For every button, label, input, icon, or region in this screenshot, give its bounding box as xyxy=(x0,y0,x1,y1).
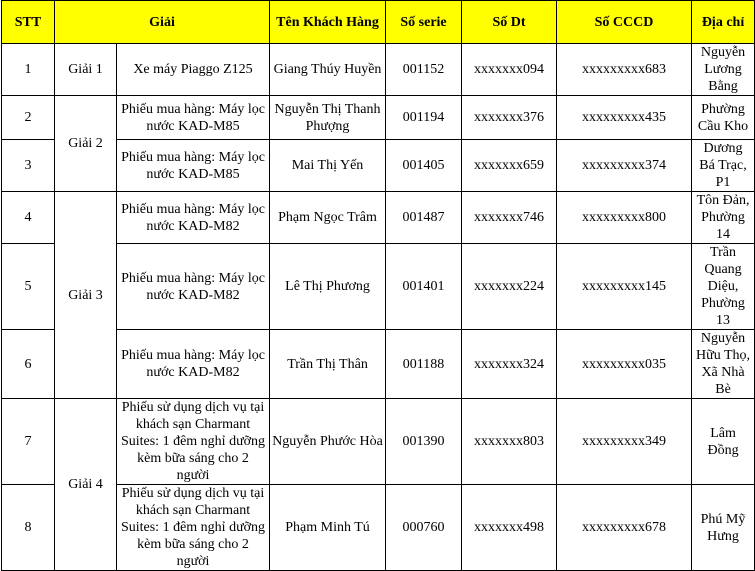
prize-description: Phiếu mua hàng: Máy lọc nước KAD-M85 xyxy=(117,140,270,192)
customer-name: Nguyễn Phước Hòa xyxy=(270,399,386,485)
prize-description: Phiếu sử dụng dịch vụ tại khách sạn Charmant Suites: 1 đêm nghỉ dưỡng kèm bữa sáng cho 2 người xyxy=(117,485,270,571)
row-stt: 7 xyxy=(2,399,55,485)
address: Trần Quang Diệu, Phường 13 xyxy=(692,244,755,330)
prize-description: Phiếu mua hàng: Máy lọc nước KAD-M82 xyxy=(117,192,270,244)
table-row xyxy=(2,96,755,140)
customer-name: Nguyễn Thị Thanh Phượng xyxy=(270,96,386,140)
row-stt: 8 xyxy=(2,485,55,571)
address: Phú Mỹ Hưng xyxy=(692,485,755,571)
prize-group: Giải 2 xyxy=(55,96,117,192)
serial-number: 001194 xyxy=(386,96,462,140)
prize-description: Phiếu mua hàng: Máy lọc nước KAD-M82 xyxy=(117,330,270,399)
header-giai: Giải xyxy=(55,1,270,44)
serial-number: 001487 xyxy=(386,192,462,244)
address: Nguyễn Hữu Thọ, Xã Nhà Bè xyxy=(692,330,755,399)
serial-number: 001405 xyxy=(386,140,462,192)
prize-description: Phiếu sử dụng dịch vụ tại khách sạn Charmant Suites: 1 đêm nghỉ dưỡng kèm bữa sáng cho 2 người xyxy=(117,399,270,485)
id-number: xxxxxxxxx435 xyxy=(557,96,692,140)
id-number: xxxxxxxxx800 xyxy=(557,192,692,244)
customer-name: Phạm Minh Tú xyxy=(270,485,386,571)
serial-number: 001390 xyxy=(386,399,462,485)
header-row xyxy=(2,1,755,44)
header-diachi: Địa chỉ xyxy=(692,1,755,44)
id-number: xxxxxxxxx374 xyxy=(557,140,692,192)
phone-number: xxxxxxx094 xyxy=(462,44,557,96)
address: Lâm Đồng xyxy=(692,399,755,485)
customer-name: Lê Thị Phương xyxy=(270,244,386,330)
row-stt: 6 xyxy=(2,330,55,399)
prize-description: Xe máy Piaggo Z125 xyxy=(117,44,270,96)
customer-name: Phạm Ngọc Trâm xyxy=(270,192,386,244)
prize-description: Phiếu mua hàng: Máy lọc nước KAD-M85 xyxy=(117,96,270,140)
phone-number: xxxxxxx746 xyxy=(462,192,557,244)
header-stt: STT xyxy=(2,1,55,44)
prize-group: Giải 3 xyxy=(55,192,117,399)
header-serie: Số serie xyxy=(386,1,462,44)
prize-description: Phiếu mua hàng: Máy lọc nước KAD-M82 xyxy=(117,244,270,330)
serial-number: 000760 xyxy=(386,485,462,571)
table-row xyxy=(2,44,755,96)
table-row xyxy=(2,399,755,485)
customer-name: Giang Thúy Huyền xyxy=(270,44,386,96)
phone-number: xxxxxxx324 xyxy=(462,330,557,399)
customer-name: Mai Thị Yến xyxy=(270,140,386,192)
id-number: xxxxxxxxx678 xyxy=(557,485,692,571)
id-number: xxxxxxxxx145 xyxy=(557,244,692,330)
phone-number: xxxxxxx659 xyxy=(462,140,557,192)
prize-group: Giải 4 xyxy=(55,399,117,571)
table-row xyxy=(2,192,755,244)
serial-number: 001188 xyxy=(386,330,462,399)
row-stt: 5 xyxy=(2,244,55,330)
row-stt: 1 xyxy=(2,44,55,96)
header-cccd: Số CCCD xyxy=(557,1,692,44)
phone-number: xxxxxxx376 xyxy=(462,96,557,140)
customer-name: Trần Thị Thân xyxy=(270,330,386,399)
phone-number: xxxxxxx803 xyxy=(462,399,557,485)
serial-number: 001152 xyxy=(386,44,462,96)
id-number: xxxxxxxxx035 xyxy=(557,330,692,399)
header-ten: Tên Khách Hàng xyxy=(270,1,386,44)
id-number: xxxxxxxxx349 xyxy=(557,399,692,485)
header-dt: Số Dt xyxy=(462,1,557,44)
id-number: xxxxxxxxx683 xyxy=(557,44,692,96)
serial-number: 001401 xyxy=(386,244,462,330)
phone-number: xxxxxxx498 xyxy=(462,485,557,571)
phone-number: xxxxxxx224 xyxy=(462,244,557,330)
address: Dương Bá Trạc, P1 xyxy=(692,140,755,192)
address: Nguyễn Lương Bằng xyxy=(692,44,755,96)
prize-group: Giải 1 xyxy=(55,44,117,96)
winners-table xyxy=(1,0,755,571)
row-stt: 3 xyxy=(2,140,55,192)
row-stt: 4 xyxy=(2,192,55,244)
address: Phường Cầu Kho xyxy=(692,96,755,140)
address: Tôn Đản, Phường 14 xyxy=(692,192,755,244)
row-stt: 2 xyxy=(2,96,55,140)
